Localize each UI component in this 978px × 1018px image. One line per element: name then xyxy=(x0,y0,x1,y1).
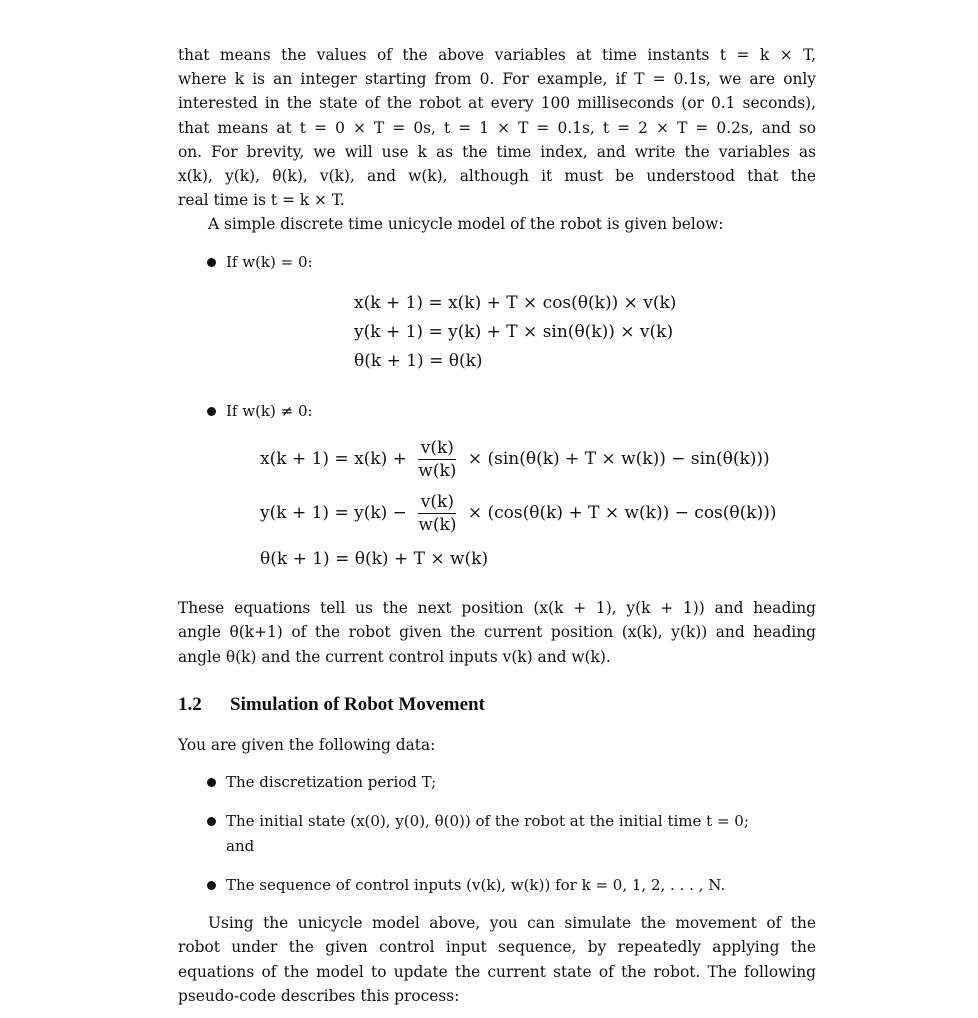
equation-line: θ(k + 1) = θ(k) + T × w(k) xyxy=(260,549,489,569)
text-line: These equations tell us the next position (x(k + 1), y(k + 1)) and heading xyxy=(178,599,816,617)
text-line: on. For brevity, we will use k as the time index, and write the variables as xyxy=(178,143,816,161)
text-line: that means at t = 0 × T = 0s, t = 1 × T = 0.1s, t = 2 × T = 0.2s, and so xyxy=(178,119,816,137)
text-line: robot under the given control input sequence, by repeatedly applying the xyxy=(178,938,816,956)
text-line: that means the values of the above variables at time instants t = k × T, xyxy=(178,46,816,64)
text-line: pseudo-code describes this process: xyxy=(178,987,460,1005)
list-item: The discretization period T; xyxy=(226,773,437,791)
bullet-icon xyxy=(207,258,216,267)
section-title: Simulation of Robot Movement xyxy=(230,694,485,715)
fraction-denominator: w(k) xyxy=(418,461,457,481)
text-line: real time is t = k × T. xyxy=(178,191,345,209)
text-line: x(k), y(k), θ(k), v(k), and w(k), although it must be understood that the xyxy=(178,167,816,185)
equation-line: θ(k + 1) = θ(k) xyxy=(354,351,483,371)
equation-line xyxy=(260,491,776,536)
text-line: angle θ(k) and the current control inputs v(k) and w(k). xyxy=(178,648,611,666)
fraction-denominator: w(k) xyxy=(418,515,457,535)
equation-line: x(k + 1) = x(k) + T × cos(θ(k)) × v(k) xyxy=(354,293,677,313)
list-item: The sequence of control inputs (v(k), w(k)) for k = 0, 1, 2, . . . , N. xyxy=(226,876,726,894)
equation-lhs: x(k + 1) = x(k) + xyxy=(260,449,407,469)
model-intro: A simple discrete time unicycle model of the robot is given below: xyxy=(208,215,724,233)
fraction xyxy=(418,437,456,482)
fraction xyxy=(418,491,456,536)
fraction-numerator: v(k) xyxy=(418,491,456,514)
equation-lhs: y(k + 1) = y(k) − xyxy=(260,503,407,523)
bullet-icon xyxy=(207,407,216,416)
bullet-icon xyxy=(207,778,216,787)
equation-line: y(k + 1) = y(k) + T × sin(θ(k)) × v(k) xyxy=(354,322,674,342)
equation-line xyxy=(260,437,770,482)
fraction-numerator: v(k) xyxy=(418,437,456,460)
section-heading xyxy=(178,694,485,716)
text-line: angle θ(k+1) of the robot given the current position (x(k), y(k)) and heading xyxy=(178,623,816,641)
list-item-continuation: and xyxy=(226,837,255,855)
list-item: The initial state (x(0), y(0), θ(0)) of the robot at the initial time t = 0; xyxy=(226,812,749,830)
bullet-icon xyxy=(207,817,216,826)
text-line: interested in the state of the robot at every 100 milliseconds (or 0.1 seconds), xyxy=(178,94,816,112)
bullet-icon xyxy=(207,881,216,890)
text-line: equations of the model to update the current state of the robot. The following xyxy=(178,963,816,981)
text-line: where k is an integer starting from 0. For example, if T = 0.1s, we are only xyxy=(178,70,816,88)
equation-rhs: × (cos(θ(k) + T × w(k)) − cos(θ(k))) xyxy=(467,503,777,523)
section-number: 1.2 xyxy=(178,694,202,715)
equation-rhs: × (sin(θ(k) + T × w(k)) − sin(θ(k))) xyxy=(467,449,770,469)
case2-condition: If w(k) ≠ 0: xyxy=(226,402,313,420)
given-intro: You are given the following data: xyxy=(178,736,436,754)
case1-condition: If w(k) = 0: xyxy=(226,253,313,271)
text-line: Using the unicycle model above, you can simulate the movement of the xyxy=(208,914,816,932)
